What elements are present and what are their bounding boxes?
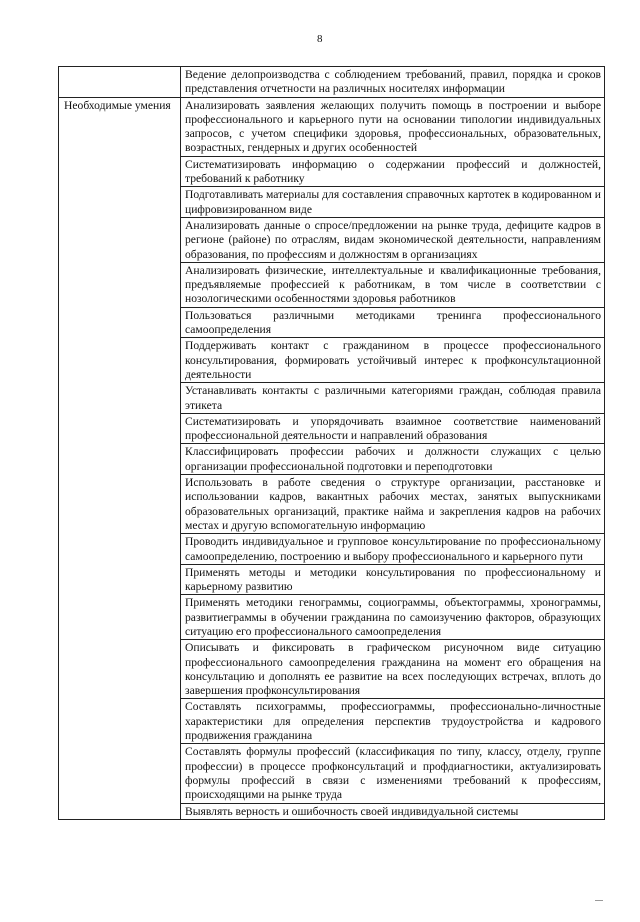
skill-cell: Составлять психограммы, профессиограммы, профессионально-личностные характеристики для определения перспектив трудоустройства и кадрового продвижения гражданина xyxy=(181,699,605,744)
page-number: 8 xyxy=(317,33,323,45)
skill-cell: Устанавливать контакты с различными категориями граждан, соблюдая правила этикета xyxy=(181,383,605,414)
skills-table xyxy=(58,66,605,820)
skill-cell: Применять методики генограммы, социограммы, объектограммы, хронограммы, развитиеграммы в обучении гражданина по самоизучению факторов, образующих ситуацию его профессионального самоопределения xyxy=(181,595,605,640)
skill-cell: Проводить индивидуальное и групповое консультирование по профессиональному самоопределению, построению и выбору профессионального и карьерного пути xyxy=(181,534,605,565)
skill-cell: Анализировать заявления желающих получить помощь в построении и выборе профессионального и карьерного пути на основании типологии индивидуальных запросов, с учетом специфики здоровья, профессиональных, образовательных, возрастных, гендерных и других особенностей xyxy=(181,97,605,156)
skill-cell: Пользоваться различными методиками тренинга профессионального самоопределения xyxy=(181,307,605,338)
table-row xyxy=(59,67,605,98)
scan-mark xyxy=(595,900,603,901)
skill-cell: Анализировать данные о спросе/предложении на рынке труда, дефиците кадров в регионе (районе) по отраслям, видам экономической деятельности, направлениям образования, по профессиям и должностям в организациях xyxy=(181,217,605,262)
skill-cell: Поддерживать контакт с гражданином в процессе профессионального консультирования, формировать устойчивый интерес к профконсультационной деятельности xyxy=(181,338,605,383)
skill-cell: Систематизировать и упорядочивать взаимное соответствие наименований профессиональной деятельности и направлений образования xyxy=(181,413,605,444)
skill-cell: Выявлять верность и ошибочность своей индивидуальной системы xyxy=(181,803,605,819)
skill-cell: Применять методы и методики консультирования по профессиональному и карьерному развитию xyxy=(181,564,605,595)
skill-cell: Описывать и фиксировать в графическом рисуночном виде ситуацию профессионального самоопределения гражданина на момент его обращения на консультацию и дополнять ее развитие на всех последующих встречах, вплоть до завершения профконсультирования xyxy=(181,640,605,699)
skill-cell: Систематизировать информацию о содержании профессий и должностей, требований к работнику xyxy=(181,156,605,187)
skill-cell: Анализировать физические, интеллектуальные и квалификационные требования, предъявляемые профессией к работникам, в том числе в соответствии с нозологическими особенностями здоровья работников xyxy=(181,262,605,307)
skill-cell: Классифицировать профессии рабочих и должности служащих с целью организации профессиональной подготовки и переподготовки xyxy=(181,444,605,475)
empty-label-cell xyxy=(59,67,181,98)
table-cell: Ведение делопроизводства с соблюдением требований, правил, порядка и сроков представления отчетности на различных носителях информации xyxy=(181,67,605,98)
skill-cell: Подготавливать материалы для составления справочных картотек в кодированном и цифровизированном виде xyxy=(181,187,605,218)
table-row xyxy=(59,97,605,156)
skill-cell: Использовать в работе сведения о структуре организации, расстановке и использовании кадров, вакантных рабочих местах, занятых выпускниками образовательных организаций, практике найма и закрепления кадров на рабочих местах и другую вспомогательную информацию xyxy=(181,475,605,534)
section-label: Необходимые умения xyxy=(59,97,181,819)
skill-cell: Составлять формулы профессий (классификация по типу, классу, отделу, группе профессии) в процессе профконсультаций и профдиагностики, актуализировать формулы профессий в связи с изменениями требований к профессиям, происходящими на рынке труда xyxy=(181,744,605,803)
